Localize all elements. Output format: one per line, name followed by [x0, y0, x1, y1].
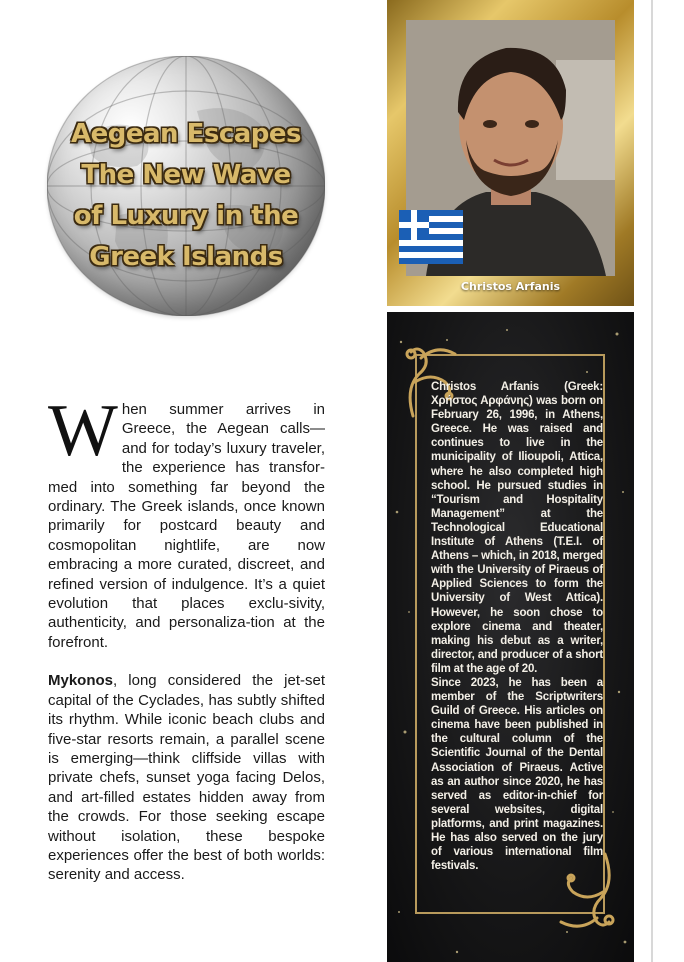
headline-title [47, 114, 325, 278]
headline-globe [47, 56, 325, 316]
mykonos-lead: Mykonos [48, 672, 114, 690]
article-paragraph-1 [48, 390, 325, 652]
author-portrait-frame [387, 0, 634, 306]
author-bio-panel [387, 312, 634, 962]
bio-paragraph-2: Since 2023, he has been a member of the Scriptwriters Guild of Greece. His articles on cinema have been published in the cultural column of the Scientific Journal of the Dental Association of Piraeus. Active as an author since 2020, he has served as editor-in-chief for several websites, digital platforms, and print magazines. He has also served on the jury of various international film festivals. [431, 676, 603, 873]
headline-line-2: The New Wave [81, 160, 291, 190]
headline-line-3: of Luxury in the [73, 201, 299, 231]
article-intro-text: hen summer arrives in Greece, the Aegean calls—and for today’s luxury traveler, the experience has transfor-med into something far beyond the ordinary. The Greek islands, once known primarily for postcard beauty and cosmopolitan nightlife, are now embracing a more curated, discreet, and refined version of indulgence. It’s a quiet evolution that places exclu-sivity, authenticity, and personaliza-tion at the forefront. [48, 401, 325, 651]
article-dropcap: W [48, 390, 118, 472]
article-paragraph-2-text: , long considered the jet-set capital of the Cyclades, has subtly shifted its rhythm. While iconic beach clubs and five-star resorts remain, a parallel scene is emerging—think cliffside villas with private chefs, sunset yoga facing Delos, and art-filled estates hidden away from the crowds. For those seeking escape without isolation, these bespoke experiences offer the best of both worlds: serenity and access. [48, 672, 325, 884]
article-body [48, 390, 325, 904]
article-paragraph-2 [48, 671, 325, 884]
page-edge-rule [651, 0, 653, 962]
bio-text [431, 380, 603, 873]
bio-paragraph-1: Christos Arfanis (Greek: Χρήστος Αρφάνης) was born on February 26, 1996, in Athens, Greece. He was raised and continues to live in the municipality of Ilioupoli, Attica, where he also completed high school. He pursued studies in “Tourism and Hospitality Management” at the Technological Educational Institute of Athens (T.E.I. of Athens – which, in 2018, merged with the University of Piraeus of Applied Sciences to form the University of West Attica). However, he soon chose to explore cinema and theater, making his debut as a writer, director, and producer of a short film at the age of 20. [431, 381, 603, 675]
portrait-caption: Christos Arfanis [460, 280, 561, 293]
headline-line-1: Aegean Escapes [70, 119, 302, 149]
headline-line-4: Greek Islands [89, 242, 283, 272]
greece-flag-icon [399, 210, 463, 264]
